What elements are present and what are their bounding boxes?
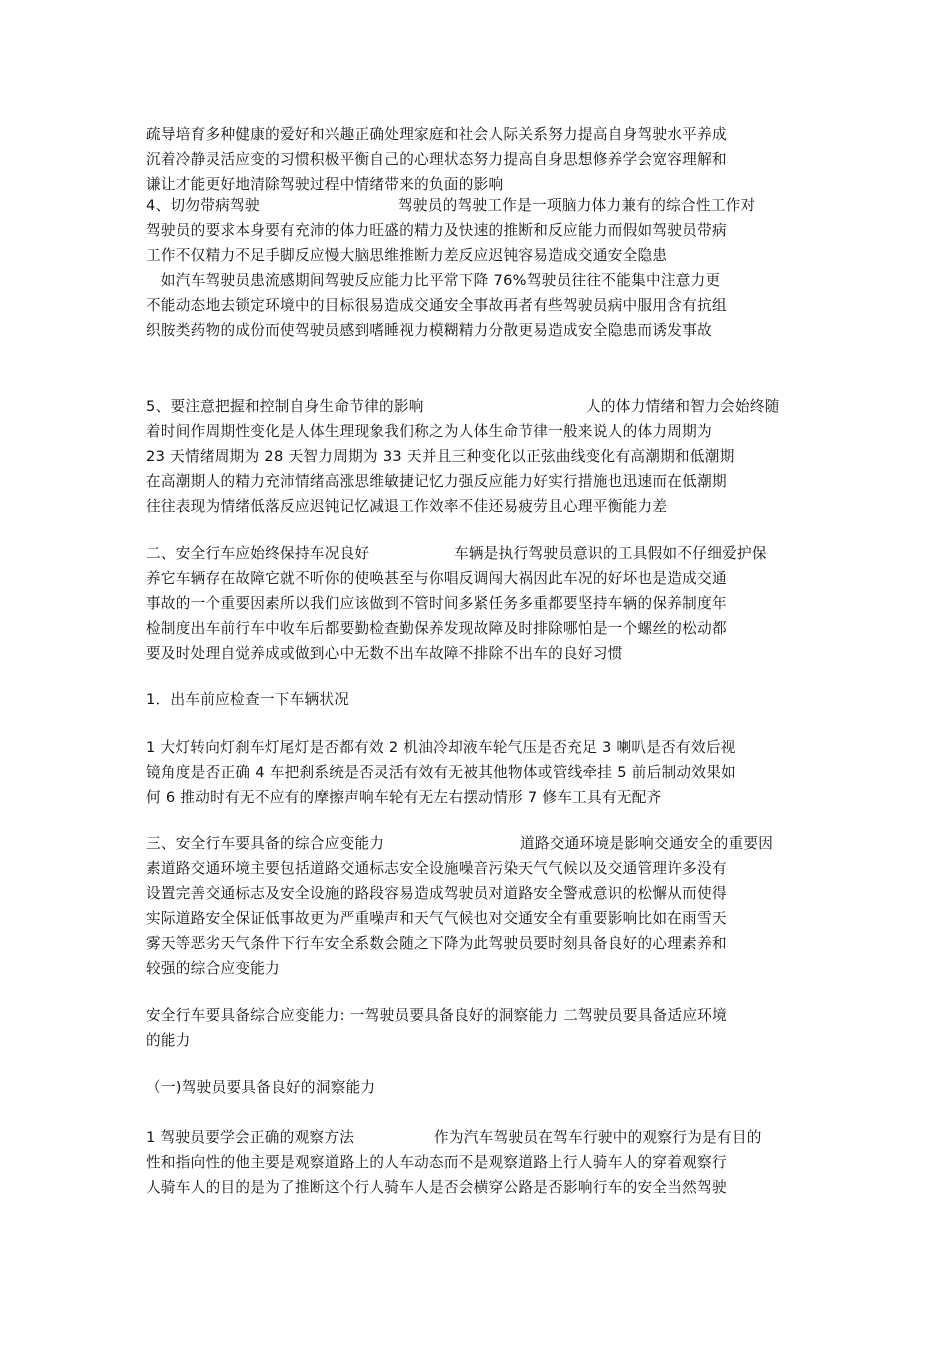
- section-observation-method: [146, 1125, 812, 1200]
- text-line: 要及时处理自觉养成或做到心中无数不出车故障不排除不出车的良好习惯: [146, 645, 623, 662]
- section-heading: 三、安全行车要具备的综合应变能力: [146, 835, 385, 852]
- subheading-observation-ability: [146, 1075, 812, 1100]
- text-line: [146, 1125, 812, 1150]
- text-line: [146, 831, 812, 856]
- text-line: 何 6 推动时有无不应有的摩擦声响车轮有无左右摆动情形 7 修车工具有无配齐: [146, 789, 662, 806]
- text-line: 人骑车人的目的是为了推断这个行人骑车人是否会横穿公路是否影响行车的安全当然驾驶: [146, 1179, 727, 1196]
- text-line: 的能力: [146, 1032, 191, 1049]
- section-heading: 1 驾驶员要学会正确的观察方法: [146, 1129, 355, 1146]
- text-span: 道路交通环境是影响交通安全的重要因: [520, 835, 774, 852]
- text-span: 驾驶员的驾驶工作是一项脑力体力兼有的综合性工作对: [398, 197, 756, 214]
- text-line: 谦让才能更好地清除驾驶过程中情绪带来的负面的影响: [146, 176, 504, 193]
- text-line: 1．出车前应检查一下车辆状况: [146, 691, 350, 708]
- section-vehicle-condition: [146, 541, 812, 666]
- text-line: [146, 193, 812, 218]
- text-line: 1 大灯转向灯刹车灯尾灯是否都有效 2 机油冷却液车轮气压是否充足 3 喇叭是否有效后视: [146, 739, 736, 756]
- section-heading: 4、切勿带病驾驶: [146, 197, 260, 214]
- section-adaptability: [146, 831, 812, 981]
- text-line: 疏导培育多种健康的爱好和兴趣正确处理家庭和社会人际关系努力提高自身驾驶水平养成: [146, 126, 727, 143]
- text-line: 织胺类药物的成份而使驾驶员感到嗜睡视力模糊精力分散更易造成安全隐患而诱发事故: [146, 322, 712, 339]
- subheading-pre-trip-check: [146, 687, 812, 712]
- text-line: 设置完善交通标志及安全设施的路段容易造成驾驶员对道路安全警戒意识的松懈从而使得: [146, 885, 727, 902]
- paragraph-emotion-management: [146, 122, 812, 197]
- text-line: 往往表现为情绪低落反应迟钝记忆减退工作效率不佳还易疲劳且心理平衡能力差: [146, 498, 668, 515]
- text-line: 实际道路安全保证低事故更为严重噪声和天气气候也对交通安全有重要影响比如在雨雪天: [146, 910, 727, 927]
- section-heading: 二、安全行车应始终保持车况良好: [146, 545, 370, 562]
- text-line: 工作不仅精力不足手脚反应慢大脑思维推断力差反应迟钝容易造成交通安全隐患: [146, 247, 668, 264]
- text-span: 作为汽车驾驶员在驾车行驶中的观察行为是有目的: [434, 1129, 762, 1146]
- text-line: 着时间作周期性变化是人体生理现象我们称之为人体生命节律一般来说人的体力周期为: [146, 423, 712, 440]
- text-line: 如汽车驾驶员患流感期间驾驶反应能力比平常下降 76%驾驶员往往不能集中注意力更: [146, 272, 721, 289]
- paragraph-checklist: [146, 735, 812, 810]
- section-biorhythm: [146, 394, 812, 519]
- paragraph-abilities-summary: [146, 1003, 812, 1053]
- text-line: 安全行车要具备综合应变能力: 一驾驶员要具备良好的洞察能力 二驾驶员要具备适应环境: [146, 1007, 728, 1024]
- text-line: 性和指向性的他主要是观察道路上的人车动态而不是观察道路上行人骑车人的穿着观察行: [146, 1154, 727, 1171]
- text-line: 较强的综合应变能力: [146, 960, 281, 977]
- text-span: 人的体力情绪和智力会始终随: [586, 398, 780, 415]
- text-line: 镜角度是否正确 4 车把刹系统是否灵活有效有无被其他物体或管线牵挂 5 前后制动效果如: [146, 764, 736, 781]
- text-line: 沉着冷静灵活应变的习惯积极平衡自己的心理状态努力提高自身思想修养学会宽容理解和: [146, 151, 727, 168]
- text-line: 素道路交通环境主要包括道路交通标志安全设施噪音污染天气气候以及交通管理许多没有: [146, 860, 727, 877]
- section-heading: 5、要注意把握和控制自身生命节律的影响: [146, 398, 424, 415]
- text-line: 在高潮期人的精力充沛情绪高涨思维敏捷记忆力强反应能力好实行措施也迅速而在低潮期: [146, 473, 727, 490]
- section-no-sick-driving: [146, 193, 812, 343]
- text-line: [146, 394, 812, 419]
- text-line: （一)驾驶员要具备良好的洞察能力: [146, 1079, 376, 1096]
- text-line: 驾驶员的要求本身要有充沛的体力旺盛的精力及快速的推断和反应能力而假如驾驶员带病: [146, 222, 727, 239]
- text-line: 事故的一个重要因素所以我们应该做到不管时间多紧任务多重都要坚持车辆的保养制度年: [146, 595, 727, 612]
- text-line: 23 天情绪周期为 28 天智力周期为 33 天并且三种变化以正弦曲线变化有高潮期和低潮期: [146, 448, 735, 465]
- text-line: 养它车辆存在故障它就不听你的使唤甚至与你唱反调闯大祸因此车况的好坏也是造成交通: [146, 570, 727, 587]
- text-line: 雾天等恶劣天气条件下行车安全系数会随之下降为此驾驶员要时刻具备良好的心理素养和: [146, 935, 727, 952]
- text-line: [146, 541, 812, 566]
- text-span: 车辆是执行驾驶员意识的工具假如不仔细爱护保: [454, 545, 767, 562]
- text-line: 不能动态地去锁定环境中的目标很易造成交通安全事故再者有些驾驶员病中服用含有抗组: [146, 297, 727, 314]
- text-line: 检制度出车前行车中收车后都要勤检查勤保养发现故障及时排除哪怕是一个螺丝的松动都: [146, 620, 727, 637]
